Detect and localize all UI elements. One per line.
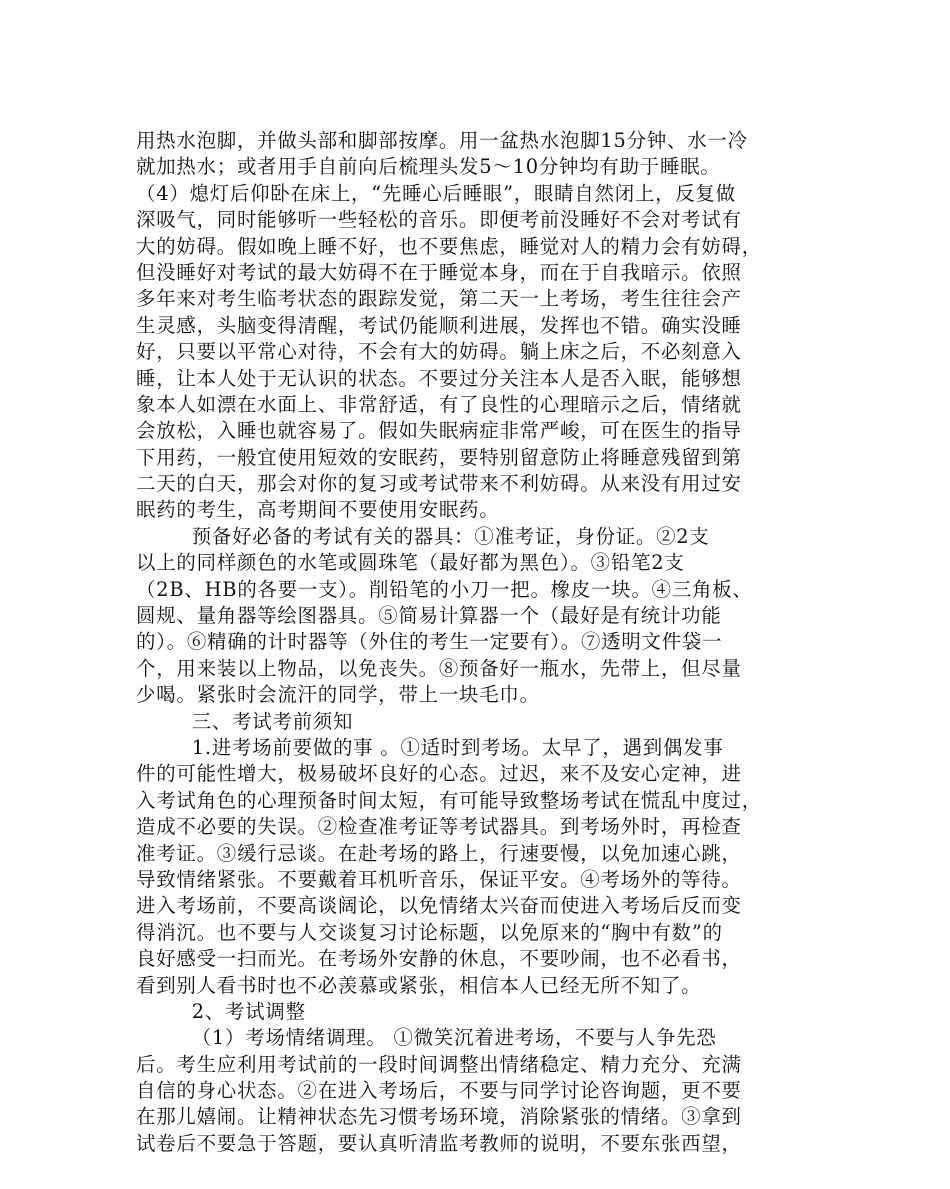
text-line: 下用药，一般宜使用短效的安眠药，要特别留意防止将睡意残留到第 — [136, 445, 742, 469]
text-line: 少喝。紧张时会流汗的同学，带上一块毛巾。 — [136, 683, 540, 707]
text-line: 眠药的考生，高考期间不要使用安眠药。 — [136, 498, 500, 522]
text-line: 导致情绪紧张。不要戴着耳机听音乐，保证平安。④考场外的等待。 — [136, 867, 742, 891]
text-line: 准考证。③缓行忌谈。在赴考场的路上，行速要慢，以免加速心跳， — [136, 841, 742, 865]
text-line: 自信的身心状态。②在进入考场后，不要与同学讨论咨询题，更不要 — [136, 1079, 742, 1103]
subsection-heading: 2、考试调整 — [136, 999, 306, 1023]
text-line: 的）。⑥精确的计时器等（外住的考生一定要有）。⑦透明文件袋一 — [136, 630, 723, 654]
text-line: 睡，让本人处于无认识的状态。不要过分关注本人是否入眠，能够想 — [136, 366, 742, 390]
text-line: （4）熄灯后仰卧在床上，“先睡心后睡眼”，眼睛自然闭上，反复做 — [136, 181, 736, 205]
text-line: 得消沉。也不要与人交谈复习讨论标题，以免原来的“胸中有数”的 — [136, 920, 723, 944]
text-line: 圆规、量角器等绘图器具。⑤简易计算器一个（最好是有统计功能 — [136, 604, 722, 628]
text-line: 良好感受一扫而光。在考场外安静的休息，不要吵闹，也不必看书， — [136, 947, 742, 971]
text-line: 但没睡好对考试的最大妨碍不在于睡觉本身，而在于自我暗示。依照 — [136, 260, 742, 284]
text-line: 好，只要以平常心对待，不会有大的妨碍。躺上床之后，不必刻意入 — [136, 340, 742, 364]
text-line: 造成不必要的失误。②检查准考证等考试器具。到考场外时，再检查 — [136, 815, 742, 839]
text-line: （2B、HB的各要一支）。削铅笔的小刀一把。橡皮一块。④三角板、 — [136, 577, 753, 601]
text-line: 预备好必备的考试有关的器具：①准考证，身份证。②2支 — [136, 524, 710, 548]
text-line: 深吸气，同时能够听一些轻松的音乐。即便考前没睡好不会对考试有 — [136, 208, 742, 232]
text-line: 多年来对考生临考状态的跟踪发觉，第二天一上考场，考生往往会产 — [136, 287, 742, 311]
text-line: 象本人如漂在水面上、非常舒适，有了良性的心理暗示之后，情绪就 — [136, 392, 742, 416]
text-line: 进入考场前，不要高谈阔论，以免情绪太兴奋而使进入考场后反而变 — [136, 894, 742, 918]
document-body — [136, 128, 826, 1157]
text-line: 以上的同样颜色的水笔或圆珠笔（最好都为黑色）。③铅笔2支 — [136, 551, 685, 575]
text-line: 看到别人看书时也不必羡慕或紧张，相信本人已经无所不知了。 — [136, 973, 702, 997]
text-line: 个，用来装以上物品，以免丧失。⑧预备好一瓶水，先带上，但尽量 — [136, 656, 742, 680]
text-line: 后。考生应利用考试前的一段时间调整出情绪稳定、精力充分、充满 — [136, 1052, 742, 1076]
text-line: 在那儿嬉闹。让精神状态先习惯考场环境，消除紧张的情绪。③拿到 — [136, 1105, 742, 1129]
section-heading: 三、考试考前须知 — [136, 709, 354, 733]
text-line: （1）考场情绪调理。 ①微笑沉着进考场，不要与人争先恐 — [136, 1026, 717, 1050]
text-line: 件的可能性增大，极易破坏良好的心态。过迟，来不及安心定神，进 — [136, 762, 742, 786]
text-line: 用热水泡脚，并做头部和脚部按摩。用一盆热水泡脚15分钟、水一冷 — [136, 129, 748, 152]
text-line: 就加热水；或者用手自前向后梳理头发5～10分钟均有助于睡眠。 — [136, 155, 721, 179]
text-line: 试卷后不要急于答题，要认真听清监考教师的说明，不要东张西望， — [136, 1131, 742, 1155]
text-line: 二天的白天，那会对你的复习或考试带来不利妨碍。从来没有用过安 — [136, 472, 742, 496]
text-line: 1.进考场前要做的事 。①适时到考场。太早了，遇到偶发事 — [136, 735, 724, 759]
text-line: 大的妨碍。假如晚上睡不好，也不要焦虑，睡觉对人的精力会有妨碍， — [136, 234, 762, 258]
text-line: 会放松，入睡也就容易了。假如失眠病症非常严峻，可在医生的指导 — [136, 419, 742, 443]
text-line: 生灵感，头脑变得清醒，考试仍能顺利进展，发挥也不错。确实没睡 — [136, 313, 742, 337]
text-line: 入考试角色的心理预备时间太短，有可能导致整场考试在慌乱中度过， — [136, 788, 762, 812]
